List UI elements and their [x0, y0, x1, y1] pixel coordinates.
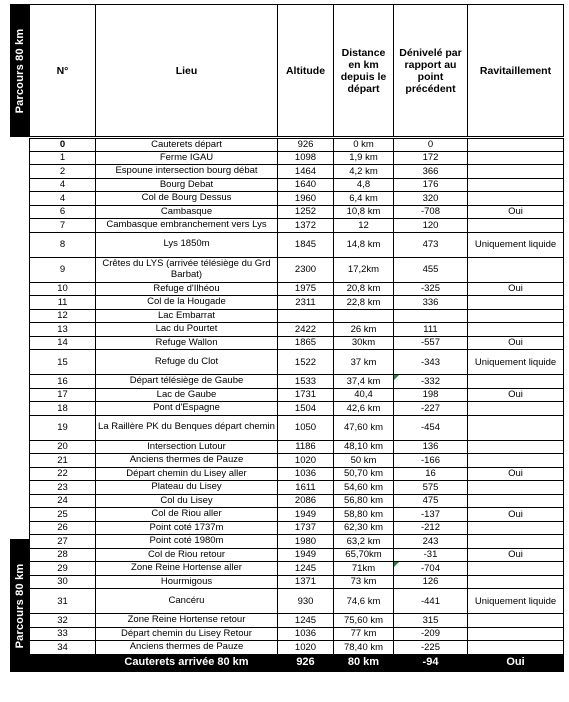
cell-ravitaillement: Oui	[468, 508, 564, 522]
footer-distance: 80 km	[334, 654, 394, 671]
cell-n: 30	[30, 575, 96, 589]
cell-distance: 74,6 km	[334, 589, 394, 614]
cell-n: 0	[30, 138, 96, 152]
side-label-bottom	[10, 539, 29, 672]
table-row	[30, 641, 564, 655]
cell-ravitaillement: Uniquement liquide	[468, 589, 564, 614]
table-row	[30, 440, 564, 454]
cell-lieu: Lac de Gaube	[96, 388, 278, 402]
cell-n: 2	[30, 165, 96, 179]
footer-denivele: -94	[394, 654, 468, 671]
table-row	[30, 350, 564, 375]
cell-denivele: 126	[394, 575, 468, 589]
cell-ravitaillement	[468, 575, 564, 589]
cell-distance: 4,2 km	[334, 165, 394, 179]
cell-lieu: Hourmigous	[96, 575, 278, 589]
cell-ravitaillement	[468, 151, 564, 165]
cell-ravitaillement	[468, 440, 564, 454]
cell-altitude: 1252	[278, 205, 334, 219]
cell-lieu: La Raillère PK du Benques départ chemin	[96, 415, 278, 440]
cell-n: 24	[30, 494, 96, 508]
header-distance: Distance en km depuis le départ	[334, 5, 394, 138]
cell-lieu: Col du Lisey	[96, 494, 278, 508]
cell-n: 27	[30, 535, 96, 549]
cell-lieu: Zone Reine Hortense retour	[96, 614, 278, 628]
cell-denivele: 473	[394, 232, 468, 257]
table-row	[30, 309, 564, 323]
cell-lieu: Cambasque embranchement vers Lys	[96, 219, 278, 233]
cell-denivele: 111	[394, 323, 468, 337]
cell-denivele: 172	[394, 151, 468, 165]
footer-n	[30, 654, 96, 671]
cell-lieu: Point coté 1737m	[96, 521, 278, 535]
table-row	[30, 415, 564, 440]
cell-n: 20	[30, 440, 96, 454]
cell-altitude: 1949	[278, 508, 334, 522]
cell-distance: 65,70km	[334, 548, 394, 562]
cell-distance: 4,8	[334, 178, 394, 192]
table-row	[30, 138, 564, 152]
cell-altitude: 1975	[278, 282, 334, 296]
cell-denivele: 136	[394, 440, 468, 454]
cell-altitude: 1186	[278, 440, 334, 454]
cell-altitude: 1036	[278, 627, 334, 641]
cell-denivele: -332	[394, 375, 468, 389]
table-row	[30, 589, 564, 614]
cell-distance: 62,30 km	[334, 521, 394, 535]
table-row	[30, 219, 564, 233]
cell-distance: 63,2 km	[334, 535, 394, 549]
header-denivele: Dénivelé par rapport au point précédent	[394, 5, 468, 138]
table-row	[30, 494, 564, 508]
cell-lieu: Col de la Hougade	[96, 296, 278, 310]
cell-altitude: 1020	[278, 454, 334, 468]
cell-n: 23	[30, 481, 96, 495]
cell-ravitaillement	[468, 323, 564, 337]
header-n: N°	[30, 5, 96, 138]
cell-distance: 20,8 km	[334, 282, 394, 296]
cell-distance: 26 km	[334, 323, 394, 337]
table-row	[30, 178, 564, 192]
cell-denivele: -708	[394, 205, 468, 219]
table-row	[30, 232, 564, 257]
cell-ravitaillement	[468, 521, 564, 535]
cell-lieu: Intersection Lutour	[96, 440, 278, 454]
cell-ravitaillement: Oui	[468, 336, 564, 350]
cell-distance: 10,8 km	[334, 205, 394, 219]
cell-denivele: -212	[394, 521, 468, 535]
cell-denivele: 336	[394, 296, 468, 310]
cell-n: 34	[30, 641, 96, 655]
cell-altitude: 1036	[278, 467, 334, 481]
table-row	[30, 454, 564, 468]
table-row	[30, 467, 564, 481]
cell-distance: 73 km	[334, 575, 394, 589]
cell-ravitaillement: Oui	[468, 467, 564, 481]
cell-distance: 14,8 km	[334, 232, 394, 257]
cell-lieu: Refuge du Clot	[96, 350, 278, 375]
cell-distance: 0 km	[334, 138, 394, 152]
cell-lieu: Espoune intersection bourg débat	[96, 165, 278, 179]
cell-lieu: Point coté 1980m	[96, 535, 278, 549]
cell-denivele: -454	[394, 415, 468, 440]
cell-distance: 22,8 km	[334, 296, 394, 310]
cell-lieu: Départ télésiège de Gaube	[96, 375, 278, 389]
cell-denivele: -137	[394, 508, 468, 522]
cell-denivele: -704	[394, 562, 468, 576]
parcours-table	[29, 4, 564, 672]
cell-distance: 37,4 km	[334, 375, 394, 389]
table-row	[30, 481, 564, 495]
cell-denivele: 0	[394, 138, 468, 152]
cell-altitude: 1845	[278, 232, 334, 257]
cell-lieu: Bourg Debat	[96, 178, 278, 192]
cell-altitude: 1245	[278, 562, 334, 576]
cell-ravitaillement	[468, 562, 564, 576]
cell-denivele: 575	[394, 481, 468, 495]
cell-ravitaillement	[468, 454, 564, 468]
table-row	[30, 521, 564, 535]
cell-altitude: 1640	[278, 178, 334, 192]
cell-n: 14	[30, 336, 96, 350]
cell-distance: 54,60 km	[334, 481, 394, 495]
cell-distance	[334, 309, 394, 323]
cell-distance: 78,40 km	[334, 641, 394, 655]
cell-n: 4	[30, 192, 96, 206]
cell-denivele: -166	[394, 454, 468, 468]
table-row	[30, 548, 564, 562]
cell-altitude: 926	[278, 138, 334, 152]
cell-distance: 17,2km	[334, 257, 394, 282]
table-row	[30, 257, 564, 282]
cell-denivele: -31	[394, 548, 468, 562]
cell-altitude: 1098	[278, 151, 334, 165]
table-row	[30, 151, 564, 165]
table-row	[30, 296, 564, 310]
table-row	[30, 575, 564, 589]
cell-ravitaillement	[468, 138, 564, 152]
cell-distance: 75,60 km	[334, 614, 394, 628]
table-row	[30, 508, 564, 522]
table-row	[30, 375, 564, 389]
cell-denivele: -227	[394, 402, 468, 416]
cell-ravitaillement: Oui	[468, 282, 564, 296]
cell-ravitaillement: Uniquement liquide	[468, 232, 564, 257]
cell-ravitaillement	[468, 192, 564, 206]
cell-altitude: 2422	[278, 323, 334, 337]
cell-distance: 12	[334, 219, 394, 233]
cell-ravitaillement	[468, 219, 564, 233]
table-row	[30, 336, 564, 350]
cell-altitude: 1522	[278, 350, 334, 375]
cell-lieu: Lac Embarrat	[96, 309, 278, 323]
cell-distance: 1,9 km	[334, 151, 394, 165]
footer-altitude: 926	[278, 654, 334, 671]
cell-ravitaillement	[468, 309, 564, 323]
cell-ravitaillement	[468, 402, 564, 416]
cell-lieu: Lys 1850m	[96, 232, 278, 257]
cell-ravitaillement	[468, 257, 564, 282]
cell-lieu: Col de Bourg Dessus	[96, 192, 278, 206]
table-row	[30, 562, 564, 576]
footer-row	[30, 654, 564, 671]
cell-denivele: 16	[394, 467, 468, 481]
cell-altitude: 2311	[278, 296, 334, 310]
cell-altitude: 1533	[278, 375, 334, 389]
cell-ravitaillement: Oui	[468, 548, 564, 562]
cell-lieu: Cauterets départ	[96, 138, 278, 152]
cell-denivele: -343	[394, 350, 468, 375]
cell-lieu: Anciens thermes de Pauze	[96, 454, 278, 468]
cell-lieu: Ferme IGAU	[96, 151, 278, 165]
cell-n: 12	[30, 309, 96, 323]
cell-denivele: -209	[394, 627, 468, 641]
cell-lieu: Anciens thermes de Pauze	[96, 641, 278, 655]
cell-ravitaillement	[468, 178, 564, 192]
cell-altitude: 1731	[278, 388, 334, 402]
side-label-top-text: Parcours 80 km	[13, 28, 26, 113]
header-altitude: Altitude	[278, 5, 334, 138]
cell-altitude: 1960	[278, 192, 334, 206]
cell-altitude: 1504	[278, 402, 334, 416]
cell-denivele: 366	[394, 165, 468, 179]
parcours-sheet	[10, 4, 563, 696]
cell-n: 6	[30, 205, 96, 219]
table-row	[30, 205, 564, 219]
cell-lieu: Refuge d'Ilhéou	[96, 282, 278, 296]
cell-ravitaillement	[468, 375, 564, 389]
cell-denivele: 176	[394, 178, 468, 192]
cell-n: 18	[30, 402, 96, 416]
cell-distance: 40,4	[334, 388, 394, 402]
cell-n: 31	[30, 589, 96, 614]
cell-altitude: 1980	[278, 535, 334, 549]
cell-altitude: 2300	[278, 257, 334, 282]
cell-n: 10	[30, 282, 96, 296]
cell-n: 4	[30, 178, 96, 192]
cell-distance: 56,80 km	[334, 494, 394, 508]
cell-lieu: Crêtes du LYS (arrivée télésiège du Grd Barbat)	[96, 257, 278, 282]
cell-n: 17	[30, 388, 96, 402]
cell-distance: 50 km	[334, 454, 394, 468]
header-lieu: Lieu	[96, 5, 278, 138]
side-label-bottom-text: Parcours 80 km	[13, 563, 26, 648]
cell-denivele: 243	[394, 535, 468, 549]
cell-ravitaillement	[468, 415, 564, 440]
cell-ravitaillement	[468, 165, 564, 179]
cell-n: 7	[30, 219, 96, 233]
table-row	[30, 282, 564, 296]
cell-n: 29	[30, 562, 96, 576]
cell-distance: 77 km	[334, 627, 394, 641]
cell-altitude: 1372	[278, 219, 334, 233]
header-ravitaillement: Ravitaillement	[468, 5, 564, 138]
cell-lieu: Plateau du Lisey	[96, 481, 278, 495]
cell-distance: 30km	[334, 336, 394, 350]
cell-altitude: 1737	[278, 521, 334, 535]
cell-denivele: 315	[394, 614, 468, 628]
cell-altitude: 1464	[278, 165, 334, 179]
cell-distance: 50,70 km	[334, 467, 394, 481]
cell-altitude: 1611	[278, 481, 334, 495]
cell-altitude: 1865	[278, 336, 334, 350]
table-row	[30, 388, 564, 402]
cell-distance: 48,10 km	[334, 440, 394, 454]
cell-n: 21	[30, 454, 96, 468]
cell-lieu: Zone Reine Hortense aller	[96, 562, 278, 576]
table-row	[30, 535, 564, 549]
cell-ravitaillement	[468, 535, 564, 549]
cell-lieu: Départ chemin du Lisey aller	[96, 467, 278, 481]
cell-denivele: -557	[394, 336, 468, 350]
cell-distance: 71km	[334, 562, 394, 576]
side-label-top	[10, 4, 29, 137]
footer-lieu: Cauterets arrivée 80 km	[96, 654, 278, 671]
cell-lieu: Lac du Pourtet	[96, 323, 278, 337]
cell-ravitaillement: Oui	[468, 388, 564, 402]
cell-n: 26	[30, 521, 96, 535]
table-body	[30, 138, 564, 655]
cell-n: 1	[30, 151, 96, 165]
table-row	[30, 165, 564, 179]
table-row	[30, 323, 564, 337]
cell-ravitaillement	[468, 494, 564, 508]
cell-lieu: Cambasque	[96, 205, 278, 219]
table-row	[30, 402, 564, 416]
cell-denivele	[394, 309, 468, 323]
cell-lieu: Refuge Wallon	[96, 336, 278, 350]
cell-distance: 6,4 km	[334, 192, 394, 206]
cell-n: 25	[30, 508, 96, 522]
cell-n: 15	[30, 350, 96, 375]
cell-distance: 42,6 km	[334, 402, 394, 416]
cell-distance: 47,60 km	[334, 415, 394, 440]
cell-denivele: 320	[394, 192, 468, 206]
cell-n: 22	[30, 467, 96, 481]
cell-ravitaillement	[468, 481, 564, 495]
footer-ravitaillement: Oui	[468, 654, 564, 671]
cell-altitude: 1050	[278, 415, 334, 440]
cell-denivele: 475	[394, 494, 468, 508]
table-row	[30, 614, 564, 628]
cell-denivele: 120	[394, 219, 468, 233]
cell-altitude: 1020	[278, 641, 334, 655]
cell-n: 19	[30, 415, 96, 440]
cell-altitude: 1949	[278, 548, 334, 562]
cell-altitude: 2086	[278, 494, 334, 508]
cell-ravitaillement	[468, 296, 564, 310]
cell-altitude: 930	[278, 589, 334, 614]
cell-ravitaillement	[468, 627, 564, 641]
cell-denivele: 198	[394, 388, 468, 402]
cell-n: 8	[30, 232, 96, 257]
cell-lieu: Cancéru	[96, 589, 278, 614]
cell-distance: 58,80 km	[334, 508, 394, 522]
header-row	[30, 5, 564, 138]
cell-n: 13	[30, 323, 96, 337]
cell-denivele: 455	[394, 257, 468, 282]
cell-ravitaillement: Uniquement liquide	[468, 350, 564, 375]
cell-denivele: -441	[394, 589, 468, 614]
cell-n: 32	[30, 614, 96, 628]
cell-lieu: Col de Riou aller	[96, 508, 278, 522]
cell-n: 28	[30, 548, 96, 562]
table-row	[30, 627, 564, 641]
cell-n: 16	[30, 375, 96, 389]
cell-ravitaillement: Oui	[468, 205, 564, 219]
table-row	[30, 192, 564, 206]
cell-lieu: Pont d'Espagne	[96, 402, 278, 416]
cell-denivele: -225	[394, 641, 468, 655]
cell-altitude: 1245	[278, 614, 334, 628]
cell-ravitaillement	[468, 641, 564, 655]
cell-lieu: Col de Riou retour	[96, 548, 278, 562]
cell-n: 11	[30, 296, 96, 310]
cell-ravitaillement	[468, 614, 564, 628]
cell-denivele: -325	[394, 282, 468, 296]
cell-n: 9	[30, 257, 96, 282]
cell-n: 33	[30, 627, 96, 641]
cell-altitude: 1371	[278, 575, 334, 589]
cell-lieu: Départ chemin du Lisey Retour	[96, 627, 278, 641]
cell-distance: 37 km	[334, 350, 394, 375]
cell-altitude	[278, 309, 334, 323]
